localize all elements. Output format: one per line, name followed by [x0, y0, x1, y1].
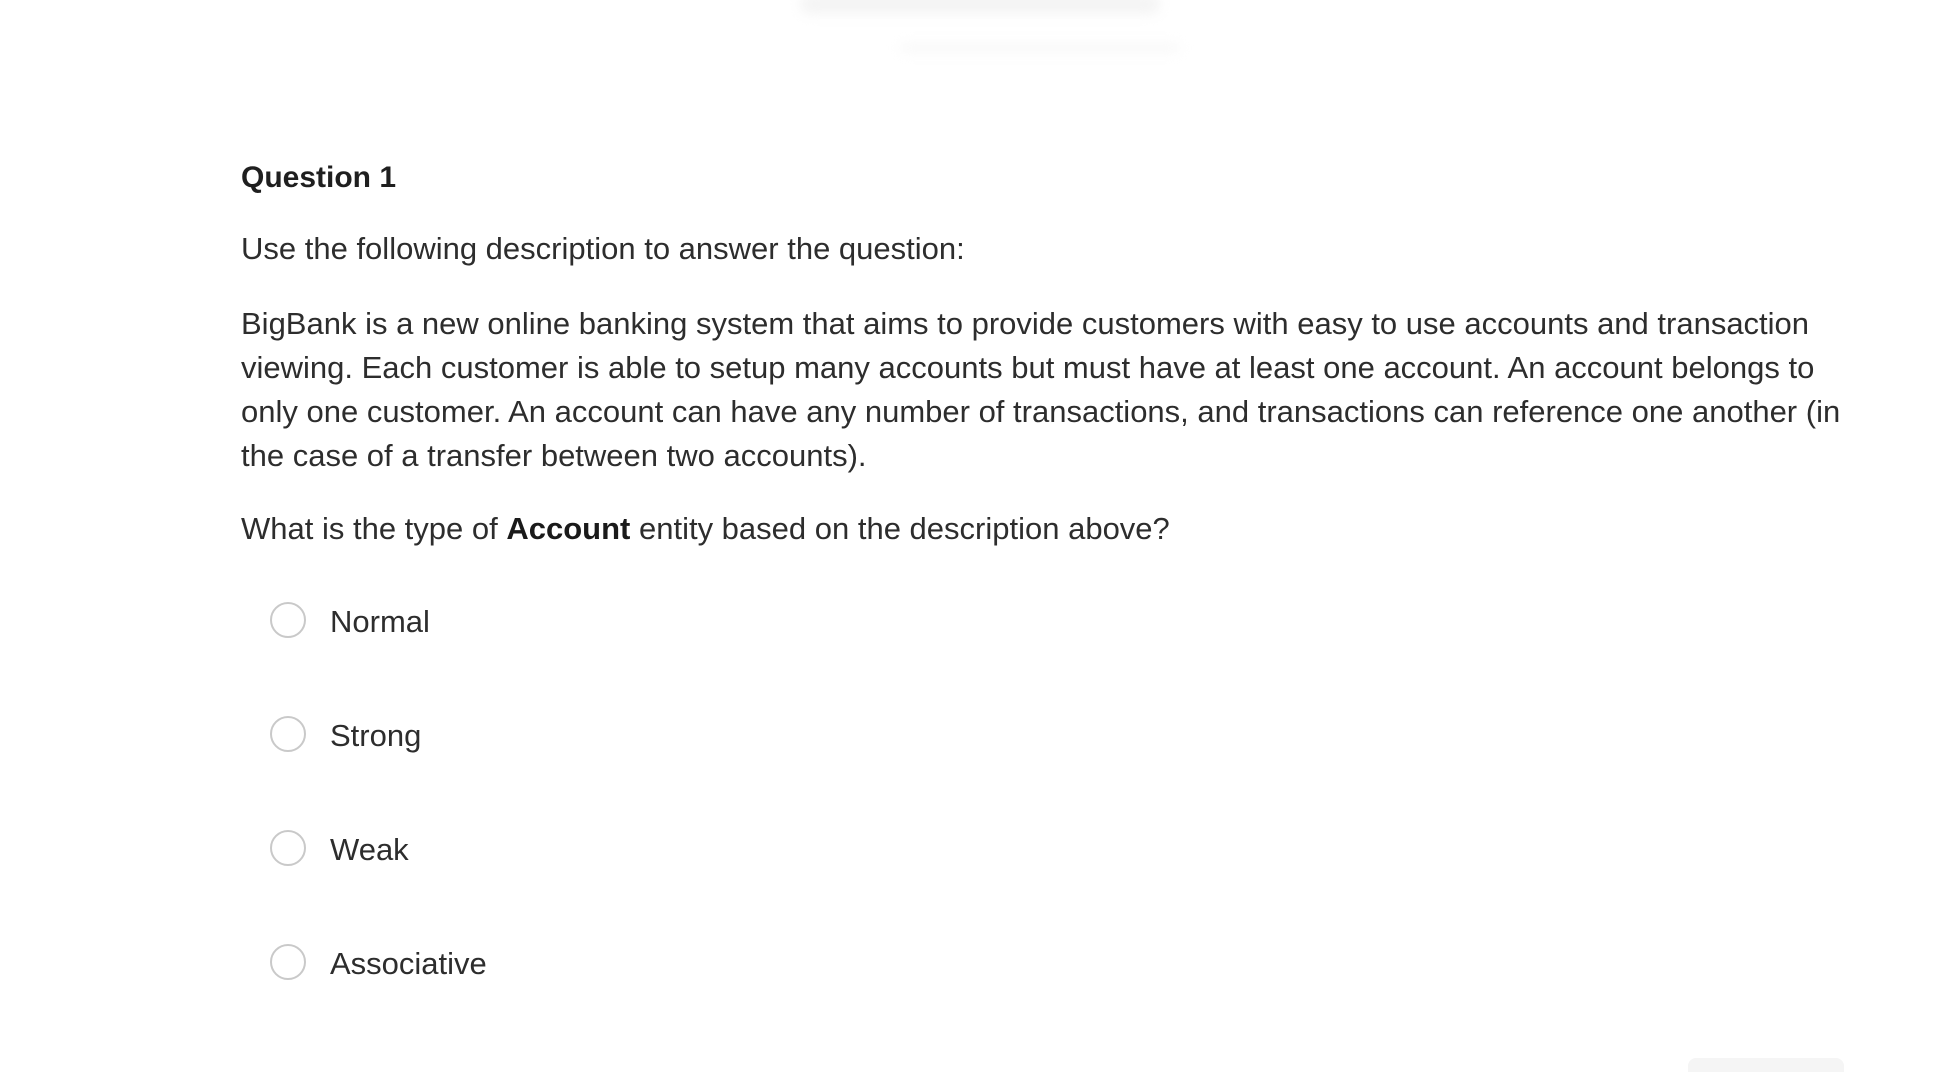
- header-blur-secondary: [900, 44, 1180, 52]
- option-strong[interactable]: [270, 714, 487, 758]
- option-label: Strong: [330, 718, 422, 753]
- prompt-text-end: entity based on the description above?: [630, 511, 1170, 546]
- question-title: Question 1: [241, 161, 397, 194]
- radio-button[interactable]: [270, 944, 306, 980]
- question-container: [241, 158, 1841, 550]
- header-blur: [800, 0, 1160, 14]
- radio-button[interactable]: [270, 602, 306, 638]
- option-label: Weak: [330, 832, 409, 867]
- answer-options: [270, 600, 487, 1056]
- option-label: Normal: [330, 604, 430, 639]
- radio-button[interactable]: [270, 830, 306, 866]
- option-weak[interactable]: [270, 828, 487, 872]
- option-normal[interactable]: [270, 600, 487, 644]
- question-description: BigBank is a new online banking system that aims to provide customers with easy to use accounts and transaction viewing. Each customer is able to setup many accounts but must have at least one account. An account belongs to only one customer. An account can have any number of transactions, and transactions can reference one another (in the case of a transfer between two accounts).: [241, 306, 1841, 473]
- prompt-text-start: What is the type of: [241, 511, 507, 546]
- question-prompt: [241, 508, 1841, 550]
- prompt-entity-name: Account: [506, 511, 631, 546]
- option-associative[interactable]: [270, 942, 487, 986]
- radio-button[interactable]: [270, 716, 306, 752]
- question-instruction: Use the following description to answer the question:: [241, 231, 965, 266]
- footer-button[interactable]: [1688, 1058, 1844, 1072]
- option-label: Associative: [330, 946, 487, 981]
